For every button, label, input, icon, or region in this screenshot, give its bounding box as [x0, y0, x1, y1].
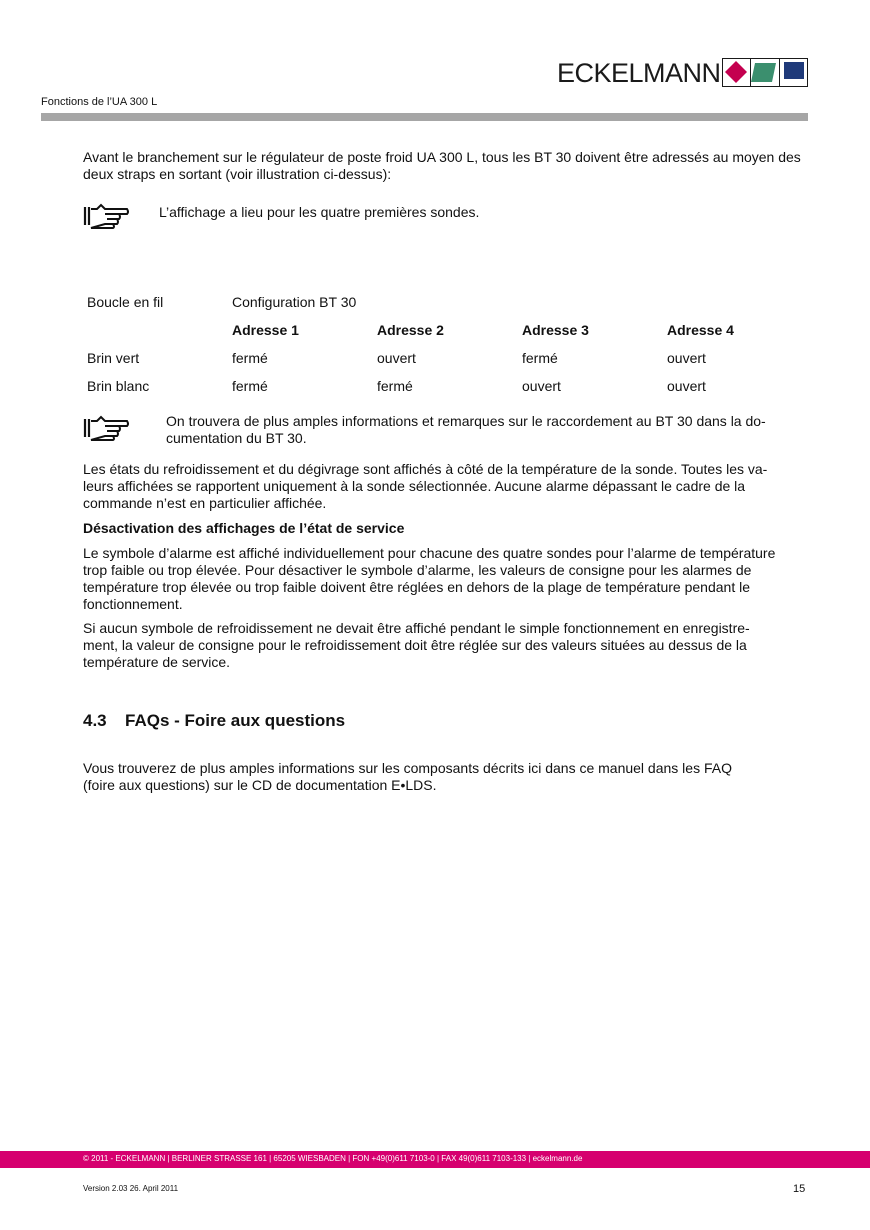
header-section-label: Fonctions de l’UA 300 L	[41, 96, 158, 108]
table-cell: ouvert	[522, 378, 561, 394]
footer-bar	[0, 1151, 870, 1168]
note2-line: On trouvera de plus amples informations et remarques sur le raccordement au BT 30 dans la do-	[166, 413, 766, 429]
paragraph-line: Les états du refroidissement et du dégivrage sont affichés à côté de la température de la sonde. Toutes les va-	[83, 461, 768, 477]
table-header: Adresse 2	[377, 322, 444, 338]
cooling-paragraph	[83, 620, 808, 671]
header-divider	[41, 113, 808, 121]
alarm-paragraph	[83, 545, 808, 613]
table-row-label: Brin vert	[87, 350, 140, 366]
table-cell: ouvert	[667, 378, 706, 394]
brand-logo-text: ECKELMANN	[557, 58, 721, 88]
table-row	[83, 344, 812, 372]
table-row-label: Brin blanc	[87, 378, 150, 394]
faq-paragraph	[83, 760, 808, 794]
note2	[166, 413, 808, 447]
states-paragraph	[83, 461, 808, 512]
footer-address: © 2011 - ECKELMANN | BERLINER STRASSE 161 | 65205 WIESBADEN | FON +49(0)611 7103-0 | FAX 49(0)611 7103-133 | eckelmann.de	[83, 1154, 583, 1163]
table-header: Adresse 1	[232, 322, 299, 338]
paragraph-line: Le symbole d’alarme est affiché individuellement pour chacune des quatre sondes pour l’alarme de température	[83, 545, 776, 561]
intro-text: Avant le branchement sur le régulateur de poste froid UA 300 L, tous les BT 30 doivent être adressés au moyen des deux straps en sortant (voir illustration ci-dessus):	[83, 149, 801, 182]
paragraph-line: trop faible ou trop élevée. Pour désactiver le symbole d’alarme, les valeurs de consigne pour les alarmes de	[83, 562, 752, 578]
paragraph-line: Vous trouverez de plus amples informations sur les composants décrits ici dans ce manuel dans les FAQ	[83, 760, 732, 776]
table-cell: fermé	[377, 378, 413, 394]
paragraph-line: commande n’est en particulier affichée.	[83, 495, 327, 511]
table-cell: fermé	[232, 350, 268, 366]
paragraph-line: leurs affichées se rapportent uniquement à la sonde sélectionnée. Aucune alarme dépassant le cadre de la	[83, 478, 746, 494]
page-number: 15	[793, 1183, 806, 1195]
table-header-row	[83, 316, 812, 344]
paragraph-line: ment, la valeur de consigne pour le refroidissement doit être réglée sur des valeurs situées au dessus de la	[83, 637, 747, 653]
paragraph-line: fonctionnement.	[83, 596, 183, 612]
section-title: FAQs - Foire aux questions	[125, 711, 346, 730]
note2-line: cumentation du BT 30.	[166, 430, 307, 446]
table-cell: fermé	[232, 378, 268, 394]
version-info: Version 2.03 26. April 2011	[83, 1184, 179, 1193]
table-cell: ouvert	[667, 350, 706, 366]
table-row	[83, 372, 812, 400]
table-cell: ouvert	[377, 350, 416, 366]
table-header: Adresse 3	[522, 322, 589, 338]
table-config-title: Configuration BT 30	[232, 294, 357, 310]
section-number: 4.3	[83, 711, 107, 730]
table-title-row	[83, 288, 812, 316]
paragraph-line: Si aucun symbole de refroidissement ne devait être affiché pendant le simple fonctionnement en enregistre-	[83, 620, 750, 636]
subheading	[83, 520, 808, 537]
eckelmann-logo-icon	[722, 58, 808, 87]
subheading-text: Désactivation des affichages de l’état de service	[83, 520, 405, 536]
paragraph-line: température de service.	[83, 654, 231, 670]
bt30-config-table	[83, 288, 812, 400]
table-cell: fermé	[522, 350, 558, 366]
table-col-title: Boucle en fil	[87, 294, 164, 310]
pointing-hand-icon	[83, 203, 129, 229]
section-heading	[83, 711, 345, 731]
intro-paragraph	[83, 149, 808, 183]
table-header: Adresse 4	[667, 322, 734, 338]
pointing-hand-icon	[83, 415, 129, 441]
paragraph-line: température trop élevée ou trop faible doivent être réglées en dehors de la plage de température pendant le	[83, 579, 750, 595]
paragraph-line: (foire aux questions) sur le CD de documentation E•LDS.	[83, 777, 437, 793]
note1-text: L’affichage a lieu pour les quatre premières sondes.	[159, 204, 480, 220]
